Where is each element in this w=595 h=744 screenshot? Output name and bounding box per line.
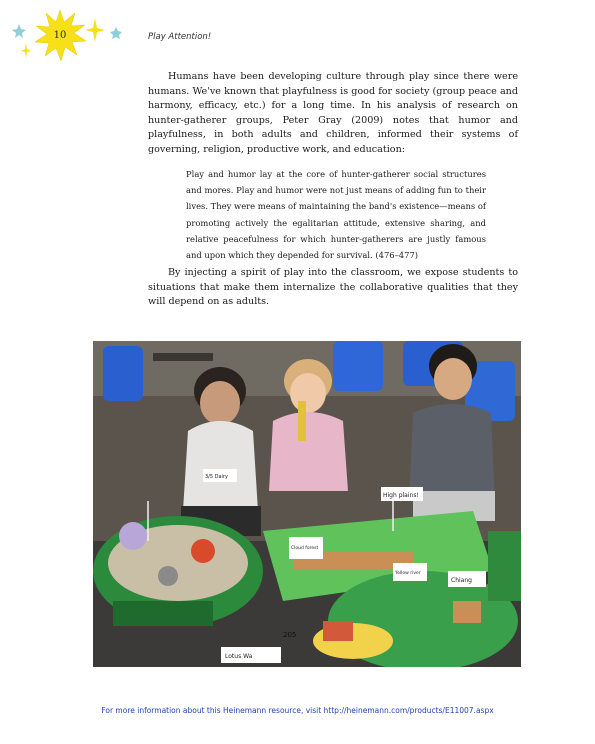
sign-label: 3/5 Dairy	[205, 474, 228, 480]
sign-label: Cloud forest	[291, 546, 319, 551]
decorative-stars-icon	[0, 0, 595, 70]
footer-link[interactable]: For more information about this Heinemann resource, visit http://heinemann.com/products/E11007.aspx	[101, 706, 494, 715]
sign-label: Chiang	[451, 577, 472, 584]
sparkle-icon	[85, 18, 105, 42]
sparkle-icon	[21, 43, 31, 58]
teal-star-icon	[12, 24, 26, 38]
page-number: 10	[53, 30, 67, 41]
sign-label: 205	[283, 631, 297, 639]
page-header	[0, 0, 595, 70]
sign-label: High plains!	[383, 492, 419, 499]
photo-illustration	[93, 341, 521, 667]
sign-label: Lotus Wa	[225, 653, 253, 660]
classroom-photo	[93, 341, 521, 667]
block-quote: Play and humor lay at the core of hunter-gatherer social structures and mores. Play and humor were not just means of adding fun to their lives. They were means of maintaining the band's existence—means of promoting actively the egalitarian attitude, extensive sharing, and relative peacefulness for which hunter-gatherers are justly famous and upon which they depended for survival. (476–477)	[186, 169, 486, 261]
running-title: Play Attention!	[148, 32, 212, 42]
teal-star-icon	[110, 27, 122, 39]
body-paragraph: By injecting a spirit of play into the classroom, we expose students to situations that make them internalize the collaborative qualities that they will depend on as adults.	[148, 267, 518, 308]
body-paragraph: Humans have been developing culture through play since there were humans. We've known that playfulness is good for society (group peace and harmony, efficacy, etc.) for a long time. In his analysis of research on hunter-gatherer groups, Peter Gray (2009) notes that humor and playfulness, in both adults and children, informed their systems of governing, religion, productive work, and education:	[148, 71, 518, 155]
sign-label: Yellow river	[395, 571, 421, 576]
